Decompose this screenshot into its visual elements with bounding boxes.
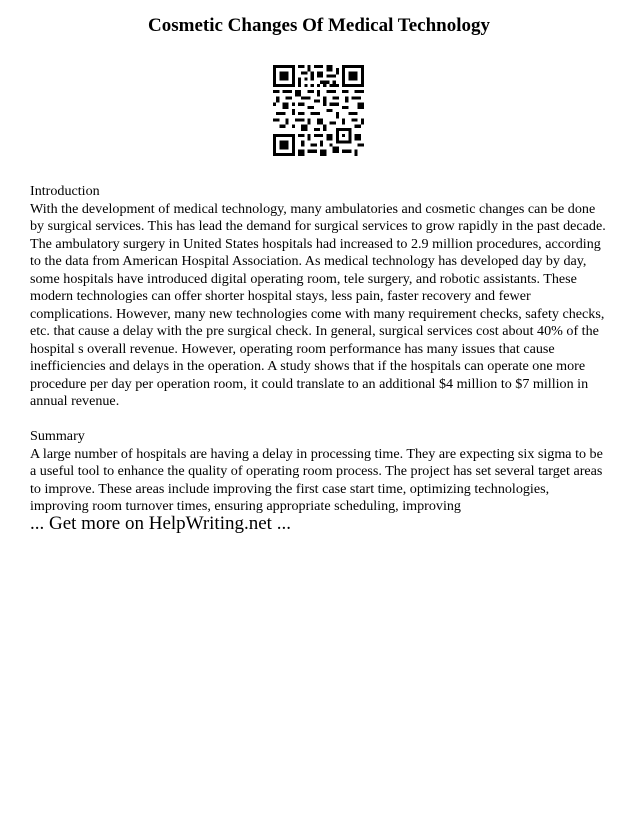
- get-more-link[interactable]: ... Get more on HelpWriting.net ...: [30, 513, 291, 534]
- section-body-summary: A large number of hospitals are having a delay in processing time. They are expecting six sigma to be a useful tool to enhance the quality of operating room process. The project has set several target areas to improve. These areas include improving the first case start time, optimizing technologies, improving room turnover times, ensuring appropriate scheduling, improving: [30, 445, 603, 514]
- paragraph-spacer: [30, 411, 610, 429]
- section-body-introduction: With the development of medical technology, many ambulatories and cosmetic changes can be done by surgical services. This has lead the demand for surgical services to grow rapidly in the past decade. The ambulatory surgery in United States hospitals had increased to 2.9 million procedures, according to the data from American Hospital Association. As medical technology has developed day by day, some hospitals have introduced digital operating room, tele surgery, and robotic assistants. These modern technologies can offer shorter hospital stays, less pain, faster recovery and fewer complications. However, many new technologies come with many requirement checks, safety checks, etc. that cause a delay with the pre surgical check. In general, surgical services cost about 40% of the hospital s overall revenue. However, operating room performance has many issues that cause inefficiencies and delays in the operation. A study shows that if the hospitals can operate one more procedure per day per operation room, it could translate to an additional $4 million to $7 million in annual revenue.: [30, 200, 606, 409]
- qr-code-icon: [273, 65, 364, 156]
- document-title: Cosmetic Changes Of Medical Technology: [148, 15, 490, 36]
- section-heading-introduction: Introduction: [30, 183, 100, 199]
- document-body: [30, 183, 610, 516]
- section-heading-summary: Summary: [30, 428, 85, 444]
